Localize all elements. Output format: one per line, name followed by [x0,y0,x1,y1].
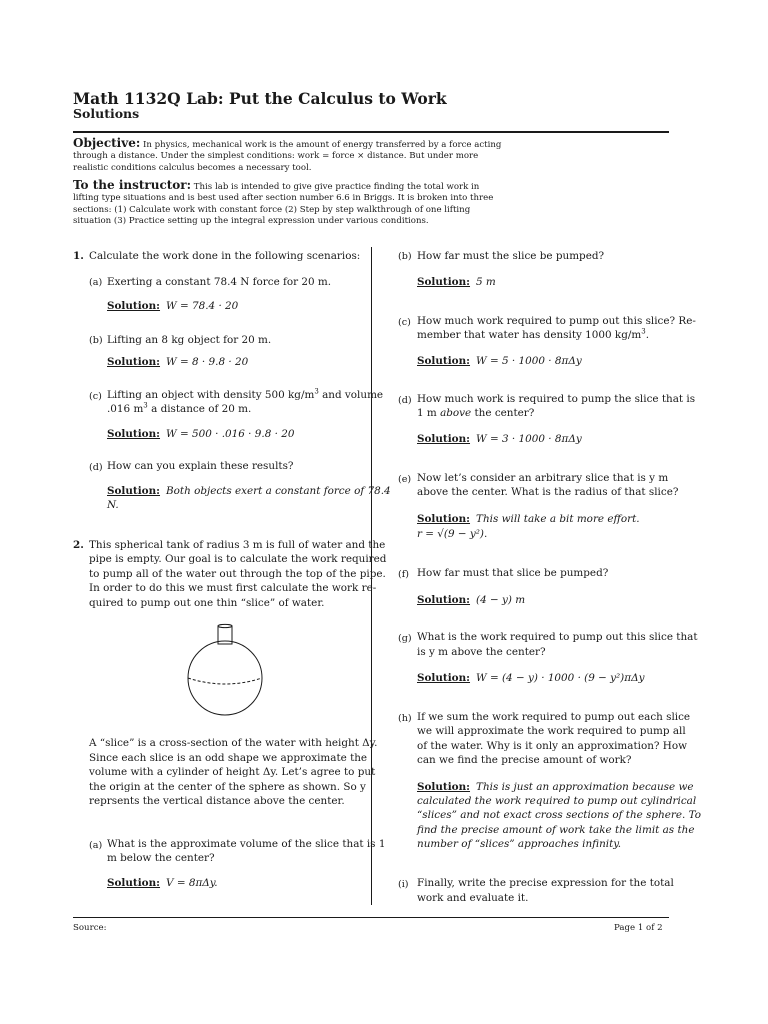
page-number: Page 1 of 2 [614,923,663,933]
q1b-label: (b) [89,335,103,346]
q2i-label: (i) [398,879,409,890]
q2h-text-3: of the water. Why is it only an approximation? How [417,740,687,752]
footer-source: Source: [73,923,107,933]
q2g-text-line2: is y m above the center? [417,646,546,658]
q2b-text: How far must the slice be pumped? [417,250,605,262]
q2-prompt-3: to pump all of the water out through the top of the pipe. [89,568,386,580]
q2a-solution: Solution: V = 8πΔy. [107,877,218,889]
slice-text-2: Since each slice is an odd shape we approximate the [89,752,368,764]
q2a-text-line2: m below the center? [107,852,215,864]
q2-prompt-4: In order to do this we must first calculate the work re- [89,582,377,594]
q1a-text: Exerting a constant 78.4 N force for 20 m. [107,276,332,288]
q1c-text-line2: .016 $m^3$ a distance of 20 m. [107,401,252,415]
q2i-text-line2: work and evaluate it. [417,892,529,904]
q2f-solution: Solution: (4 − y) m [417,594,526,606]
q2b-label: (b) [398,251,412,262]
q1a-label: (a) [89,277,103,288]
q2f-text: How far must that slice be pumped? [417,567,609,579]
q2h-label: (h) [398,713,412,724]
q2d-text-line1: How much work is required to pump the slice that is [417,393,696,405]
q2h-solution-5: number of “slices” approaches infinity. [417,838,622,850]
q1d-solution: Solution: Both objects exert a constant force of 78.4 [107,485,391,497]
q1d-label: (d) [89,462,103,473]
q2g-solution: Solution: W = (4 − y) · 1000 · (9 − y²)πΔy [417,672,645,684]
q1c-solution: Solution: W = 500 · .016 · 9.8 · 20 [107,428,295,440]
q2e-text-line1: Now let’s consider an arbitrary slice that is y m [417,472,669,484]
q1d-solution-line2: N. [107,499,119,511]
objective-lead: Objective: [73,136,141,150]
header-rule [73,131,669,133]
q2e-text-line2: above the center. What is the radius of that slice? [417,486,679,498]
q2e-solution: Solution: This will take a bit more effort. [417,513,640,525]
q2-prompt-1: This spherical tank of radius 3 m is full of water and the [89,539,386,551]
q2h-text-4: can we find the precise amount of work? [417,754,632,766]
instructor-paragraph [73,180,505,227]
q2g-label: (g) [398,633,412,644]
q2d-text-line2: 1 m above the center? [417,407,535,419]
objective-paragraph [73,138,505,174]
q2g-text-line1: What is the work required to pump out this slice that [417,631,698,643]
q2h-solution: Solution: This is just an approximation because we [417,781,694,793]
q2a-label: (a) [89,840,103,851]
q1a-solution: Solution: W = 78.4 · 20 [107,300,239,312]
page-title: Math 1132Q Lab: Put the Calculus to Work [73,89,447,108]
q2h-solution-3: “slices” and not exact cross sections of the sphere. To [417,809,702,821]
q1d-text: How can you explain these results? [107,460,294,472]
q1c-label: (c) [89,391,102,402]
slice-text-1: A “slice” is a cross-section of the water with height Δy. [89,737,378,749]
question-1-prompt: Calculate the work done in the following scenarios: [89,250,361,262]
q2-prompt-5: quired to pump out one thin “slice” of water. [89,597,325,609]
q2e-solution-formula: r = √(9 − y²). [417,528,488,540]
q2c-label: (c) [398,317,411,328]
q2d-solution: Solution: W = 3 · 1000 · 8πΔy [417,433,582,445]
footer-rule [73,917,669,918]
page-subtitle: Solutions [73,106,140,121]
question-1-number: 1. [73,250,84,262]
q2h-solution-2: calculated the work required to pump out cylindrical [417,795,697,807]
q1b-solution: Solution: W = 8 · 9.8 · 20 [107,356,249,368]
q2c-text-line2: member that water has density 1000 $kg/m^3$. [417,327,649,341]
q2i-text-line1: Finally, write the precise expression for the total [417,877,674,889]
q2h-text-1: If we sum the work required to pump out each slice [417,711,691,723]
objective-text: In physics, mechanical work is the amount of energy transferred by a force acting through a distance. Under the simplest conditions: work = force × distance. But under more realistic conditions calculus becomes a necessary tool. [73,140,502,173]
q1c-text-line1: Lifting an object with density 500 $kg/m^3$ and volume [107,387,384,401]
q2a-text-line1: What is the approximate volume of the slice that is 1 [107,838,386,850]
question-2-number: 2. [73,539,84,551]
q2h-text-2: we will approximate the work required to pump all [417,725,686,737]
q1b-text: Lifting an 8 kg object for 20 m. [107,334,272,346]
q2c-solution: Solution: W = 5 · 1000 · 8πΔy [417,355,582,367]
q2d-label: (d) [398,395,412,406]
q2c-text-line1: How much work required to pump out this slice? Re- [417,315,696,327]
slice-text-4: the origin at the center of the sphere as shown. So y [89,781,366,793]
slice-text-5: reprsents the vertical distance above the center. [89,795,345,807]
q2h-solution-4: find the precise amount of work take the limit as the [417,824,695,836]
instructor-text: This lab is intended to give give practice finding the total work in lifting type situations and is best used after section number 6.6 in Briggs. It is broken into three sections: (1) Calculate work with constant force (2) Step by step walkthrough of one lifting situation (3) Practice setting up the integral expression under various conditions. [73,182,494,226]
q2f-label: (f) [398,569,410,580]
instructor-lead: To the instructor: [73,178,192,192]
q2b-solution: Solution: 5 m [417,276,496,288]
spherical-tank-diagram [180,620,270,720]
q2-prompt-2: pipe is empty. Our goal is to calculate the work required [89,553,387,565]
solution-label: Solution: [107,300,161,312]
slice-text-3: volume with a cylinder of height Δy. Let’s agree to put [89,766,376,778]
q2e-label: (e) [398,474,412,485]
